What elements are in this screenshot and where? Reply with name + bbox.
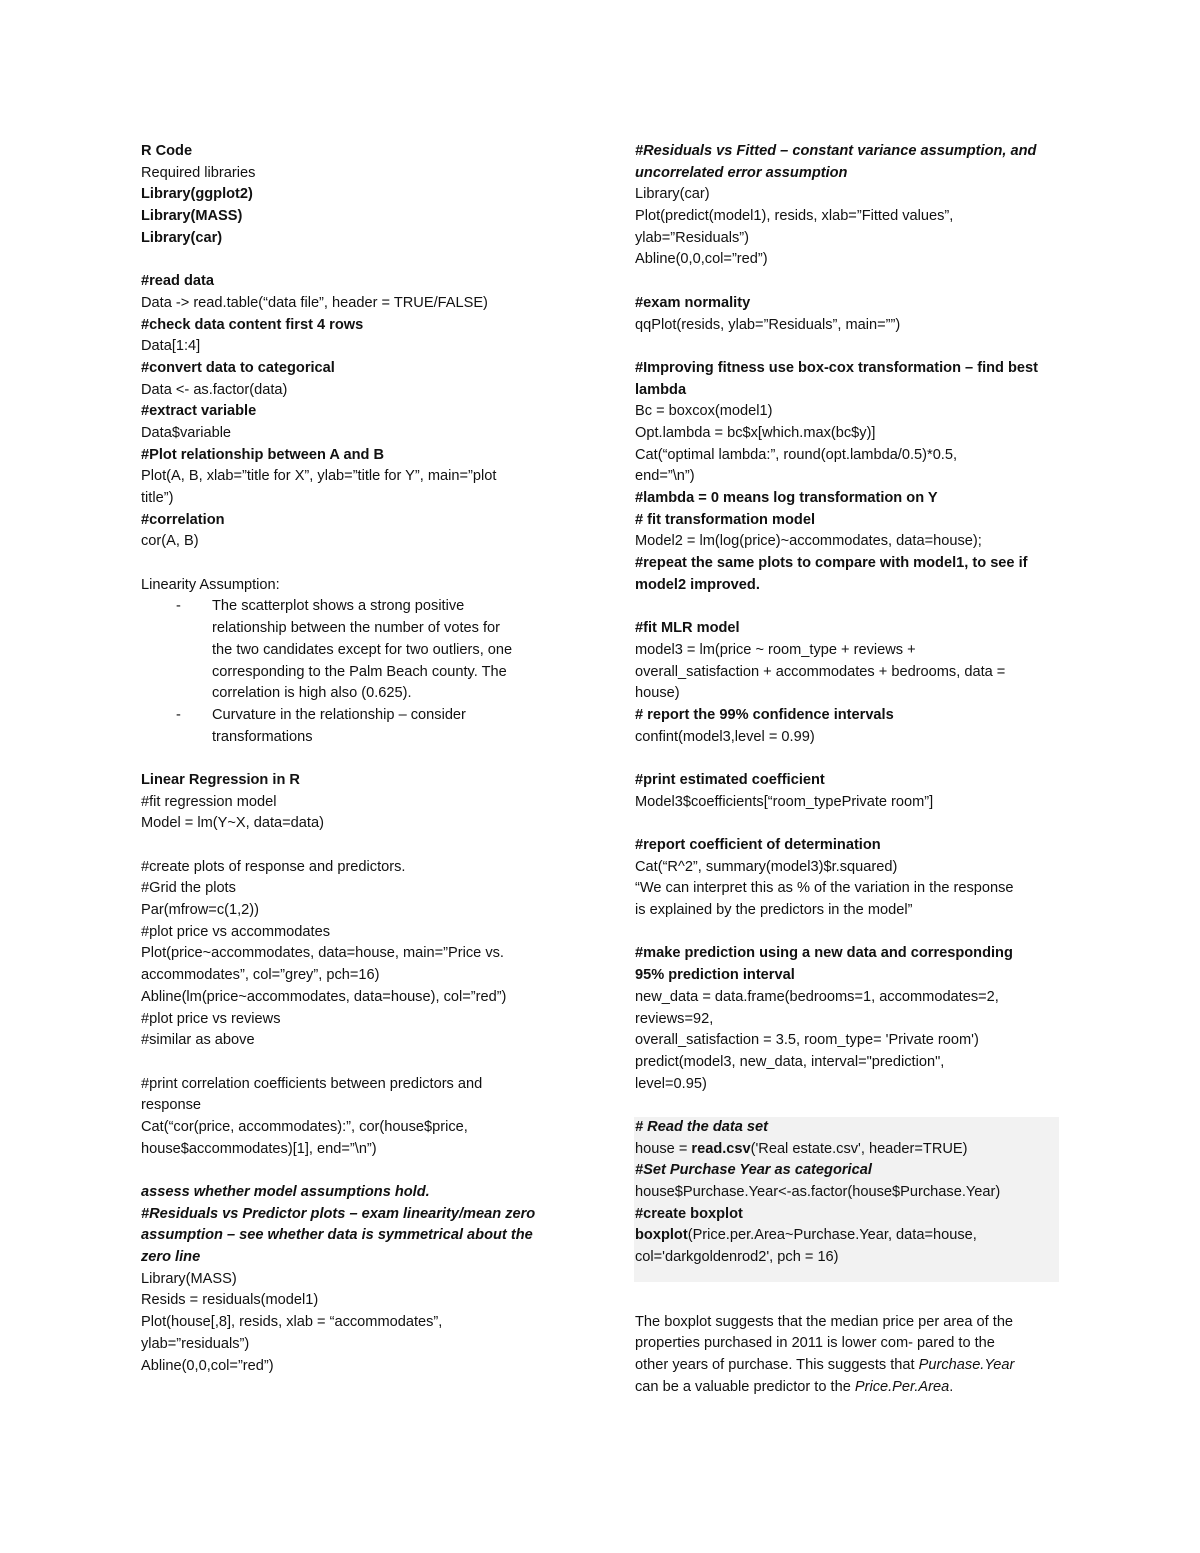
code-line: predict(model3, new_data, interval="prediction", <box>635 1053 945 1070</box>
bullet-dash: - <box>176 598 181 615</box>
comment-line: #Plot relationship between A and B <box>141 446 384 463</box>
code-block-shaded <box>635 1117 1065 1282</box>
code-function: read.csv <box>691 1140 751 1157</box>
code-line: Data$variable <box>141 424 232 441</box>
code-line: end=”\n”) <box>635 468 695 485</box>
bullet-dash: - <box>176 706 181 723</box>
library-line: Library(car) <box>141 229 223 246</box>
section-heading: Linear Regression in R <box>141 771 300 788</box>
code-line <box>634 1139 1059 1161</box>
code-line: #print correlation coefficients between predictors and <box>141 1075 483 1092</box>
bullet-text: The scatterplot shows a strong positive <box>212 598 465 615</box>
code-line: Data[1:4] <box>141 338 201 355</box>
code-line: Model = lm(Y~X, data=data) <box>141 815 324 832</box>
code-line: level=0.95) <box>635 1075 707 1092</box>
bullet-text: relationship between the number of votes for <box>212 620 500 637</box>
paragraph-line: properties purchased in 2011 is lower com- pared to the <box>635 1335 995 1352</box>
comment-line: #read data <box>141 273 215 290</box>
comment-line: model2 improved. <box>635 576 760 593</box>
right-column <box>635 141 1065 1399</box>
comment-line: assumption – see whether data is symmetrical about the <box>141 1227 533 1244</box>
code-line: #Grid the plots <box>141 880 236 897</box>
linearity-heading: Linearity Assumption: <box>141 576 280 593</box>
code-line: overall_satisfaction = 3.5, room_type= 'Private room') <box>635 1032 979 1049</box>
comment-line: #fit regression model <box>141 793 277 810</box>
code-line: accommodates”, col=”grey”, pch=16) <box>141 967 380 984</box>
code-line: house$Purchase.Year<-as.factor(house$Purchase.Year) <box>634 1182 1059 1204</box>
code-line: #plot price vs accommodates <box>141 923 330 940</box>
code-line: Cat(“cor(price, accommodates):”, cor(house$price, <box>141 1118 468 1135</box>
code-line: Abline(0,0,col=”red”) <box>141 1357 274 1374</box>
left-column <box>141 141 581 1377</box>
code-line: Plot(price~accommodates, data=house, main=”Price vs. <box>141 945 504 962</box>
comment-line: #Residuals vs Predictor plots – exam linearity/mean zero <box>141 1205 536 1222</box>
comment-line: # fit transformation model <box>635 511 816 528</box>
code-text: ('Real estate.csv', header=TRUE) <box>750 1140 968 1157</box>
comment-line: #lambda = 0 means log transformation on Y <box>635 490 938 506</box>
code-line: #plot price vs reviews <box>141 1010 281 1027</box>
comment-line: #make prediction using a new data and corresponding <box>635 945 1013 962</box>
section-heading: assess whether model assumptions hold. <box>141 1184 430 1200</box>
library-line: Library(ggplot2) <box>141 186 253 203</box>
code-line: Library(MASS) <box>141 1270 237 1287</box>
code-line: Opt.lambda = bc$x[which.max(bc$y)] <box>635 424 876 441</box>
code-text: (Price.per.Area~Purchase.Year, data=house, <box>687 1227 977 1244</box>
code-line: Plot(A, B, xlab=”title for X”, ylab=”title for Y”, main=”plot <box>141 468 497 485</box>
code-line: #similar as above <box>141 1032 255 1049</box>
code-line: Resids = residuals(model1) <box>141 1292 319 1309</box>
comment-line: lambda <box>635 381 687 398</box>
paragraph-line <box>635 1377 1065 1399</box>
code-line: Model3$coefficients[“room_typePrivate room”] <box>635 793 934 810</box>
code-line: title”) <box>141 490 174 506</box>
comment-line: #correlation <box>141 511 225 528</box>
comment-line: #convert data to categorical <box>141 359 335 376</box>
code-line: Data <- as.factor(data) <box>141 381 288 398</box>
comment-line: #repeat the same plots to compare with model1, to see if <box>635 555 1028 572</box>
code-line: qqPlot(resids, ylab=”Residuals”, main=””) <box>635 316 901 333</box>
variable-name: Purchase.Year <box>918 1357 1015 1374</box>
variable-name: Price.Per.Area <box>854 1378 950 1395</box>
comment-line: #create boxplot <box>634 1204 1059 1226</box>
code-line: house$accommodates)[1], end=”\n”) <box>141 1140 377 1157</box>
bullet-text: the two candidates except for two outliers, one <box>212 641 513 658</box>
code-line: col='darkgoldenrod2', pch = 16) <box>634 1247 1059 1269</box>
code-line: Bc = boxcox(model1) <box>635 403 773 420</box>
comment-line: #Improving fitness use box-cox transformation – find best <box>635 359 1039 376</box>
code-line: Model2 = lm(log(price)~accommodates, data=house); <box>635 533 982 550</box>
code-line: cor(A, B) <box>141 533 199 550</box>
code-function: boxplot <box>635 1227 688 1244</box>
comment-line: #report coefficient of determination <box>635 837 881 853</box>
quote-line: “We can interpret this as % of the variation in the response <box>635 880 1014 897</box>
code-text: house = <box>635 1140 692 1157</box>
library-line: Library(MASS) <box>141 208 243 225</box>
bullet-item <box>141 705 581 748</box>
required-libraries-label: Required libraries <box>141 164 256 181</box>
code-line <box>634 1225 1059 1247</box>
paragraph-text: . <box>949 1378 954 1395</box>
comment-line: #exam normality <box>635 294 751 311</box>
comment-line: #Set Purchase Year as categorical <box>634 1160 1059 1182</box>
code-line: house) <box>635 685 680 702</box>
comment-line: #check data content first 4 rows <box>141 316 364 333</box>
comment-line: zero line <box>141 1249 201 1266</box>
code-line: Cat(“optimal lambda:”, round(opt.lambda/0.5)*0.5, <box>635 446 958 463</box>
paragraph-text: other years of purchase. This suggests that <box>635 1357 919 1374</box>
comment-line: uncorrelated error assumption <box>635 164 848 181</box>
page-title: R Code <box>141 143 193 159</box>
paragraph-line: The boxplot suggests that the median price per area of the <box>635 1313 1014 1330</box>
code-line: model3 = lm(price ~ room_type + reviews + <box>635 641 916 658</box>
bullet-text: transformations <box>212 728 313 745</box>
comment-line: #Residuals vs Fitted – constant variance assumption, and <box>635 143 1037 159</box>
code-line: Plot(house[,8], resids, xlab = “accommodates”, <box>141 1314 443 1331</box>
code-line: ylab=”residuals”) <box>141 1335 250 1352</box>
comment-line: # report the 99% confidence intervals <box>635 706 894 723</box>
bullet-text: corresponding to the Palm Beach county. The <box>212 663 507 680</box>
comment-line: # Read the data set <box>634 1117 1059 1139</box>
paragraph-text: can be a valuable predictor to the <box>635 1378 855 1395</box>
code-line: new_data = data.frame(bedrooms=1, accommodates=2, <box>635 988 999 1005</box>
bullet-text: Curvature in the relationship – consider <box>212 706 466 723</box>
code-line: #create plots of response and predictors. <box>141 858 406 875</box>
code-line: overall_satisfaction + accommodates + bedrooms, data = <box>635 663 1006 680</box>
comment-line: #extract variable <box>141 403 257 420</box>
comment-line: #fit MLR model <box>635 620 740 637</box>
summary-paragraph <box>635 1312 1065 1399</box>
comment-line: #print estimated coefficient <box>635 771 825 788</box>
code-line: reviews=92, <box>635 1010 714 1027</box>
code-line: Abline(0,0,col=”red”) <box>635 251 768 268</box>
paragraph-line <box>635 1355 1065 1377</box>
code-line: response <box>141 1097 202 1114</box>
code-line: confint(model3,level = 0.99) <box>635 728 815 745</box>
code-line: Par(mfrow=c(1,2)) <box>141 902 259 919</box>
code-line: Library(car) <box>635 186 710 203</box>
comment-line: 95% prediction interval <box>635 967 795 984</box>
code-line: Plot(predict(model1), resids, xlab=”Fitted values”, <box>635 208 954 225</box>
code-line: Data -> read.table(“data file”, header = TRUE/FALSE) <box>141 294 488 311</box>
bullet-item <box>141 596 581 704</box>
code-line: Cat(“R^2”, summary(model3)$r.squared) <box>635 858 898 875</box>
quote-line: is explained by the predictors in the model” <box>635 902 913 919</box>
code-line: Abline(lm(price~accommodates, data=house), col=”red”) <box>141 988 507 1005</box>
bullet-text: correlation is high also (0.625). <box>212 685 412 702</box>
code-line: ylab=”Residuals”) <box>635 229 749 246</box>
